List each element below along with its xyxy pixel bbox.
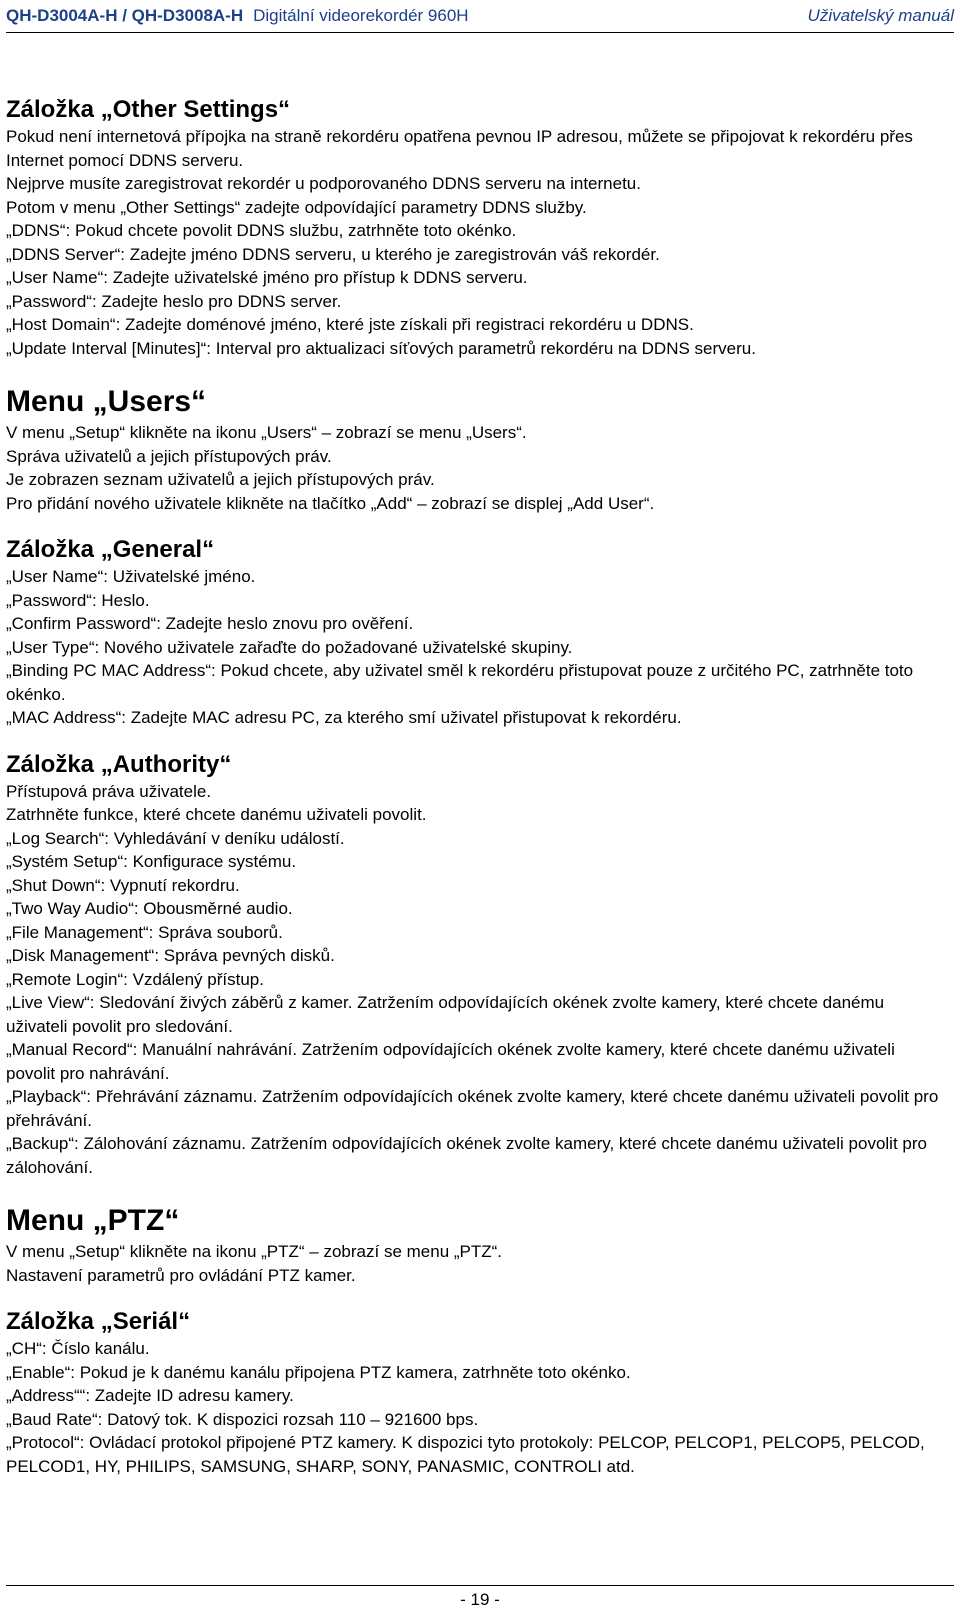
header-subtitle: Digitální videorekordér 960H <box>253 6 469 25</box>
body-text-line: „CH“: Číslo kanálu. <box>6 1339 150 1358</box>
menu-heading: Menu „Users“ <box>6 385 207 418</box>
page-header <box>6 0 954 33</box>
section-spacer <box>6 360 946 383</box>
body-text-line: Zatrhněte funkce, které chcete danému uživateli povolit. <box>6 805 427 824</box>
body-text-line: „DDNS“: Pokud chcete povolit DDNS službu, zatrhněte toto okénko. <box>6 221 517 240</box>
body-text-line: „Manual Record“: Manuální nahrávání. Zatržením odpovídajících okének zvolte kamery, které chcete danému uživateli povolit pro nahrávání. <box>6 1040 895 1083</box>
section-spacer <box>6 515 946 535</box>
page-footer <box>6 1585 954 1610</box>
body-text-line: „Log Search“: Vyhledávání v deníku událostí. <box>6 828 345 848</box>
body-text-line: „DDNS Server“: Zadejte jméno DDNS serveru, u kterého je zaregistrován váš rekordér. <box>6 244 660 264</box>
section-spacer <box>6 1179 946 1202</box>
tab-heading: Záložka „Other Settings“ <box>6 96 291 123</box>
body-text-line: „Systém Setup“: Konfigurace systému. <box>6 852 297 871</box>
body-text-line: „Binding PC MAC Address“: Pokud chcete, aby uživatel směl k rekordéru přistupovat pouze z určitého PC, zatrhněte toto okénko. <box>6 661 914 704</box>
tab-heading: Záložka „Authority“ <box>6 750 232 778</box>
tab-heading: Záložka „General“ <box>6 536 215 563</box>
body-text-line: „MAC Address“: Zadejte MAC adresu PC, za kterého smí uživatel přistupovat k rekordéru. <box>6 708 682 727</box>
section-menu <box>6 383 946 515</box>
section-tab <box>6 1307 946 1478</box>
body-text-line: „Baud Rate“: Datový tok. K dispozici rozsah 110 – 921600 bps. <box>6 1409 479 1429</box>
body-text-line: „Backup“: Zálohování záznamu. Zatržením odpovídajících okének zvolte kamery, které chcete danému uživateli povolit pro zálohování. <box>6 1134 927 1177</box>
body-text-line: „Remote Login“: Vzdálený přístup. <box>6 969 264 989</box>
section-tab <box>6 535 946 730</box>
body-text-line: „Address““: Zadejte ID adresu kamery. <box>6 1386 294 1405</box>
body-text-line: Nejprve musíte zaregistrovat rekordér u podporovaného DDNS serveru na internetu. <box>6 174 641 193</box>
section-tab <box>6 750 946 1180</box>
section-tab <box>6 95 946 360</box>
body-text-line: „Host Domain“: Zadejte doménové jméno, které jste získali při registraci rekordéru u DDNS. <box>6 315 694 334</box>
body-text-line: „Shut Down“: Vypnutí rekordru. <box>6 875 240 895</box>
header-left <box>6 6 469 26</box>
section-menu <box>6 1202 946 1287</box>
body-text-line: „Password“: Heslo. <box>6 590 150 610</box>
document-body <box>6 95 946 1478</box>
body-text-line: „User Type“: Nového uživatele zařaďte do požadované uživatelské skupiny. <box>6 637 573 657</box>
body-text-line: „Enable“: Pokud je k danému kanálu připojena PTZ kamera, zatrhněte toto okénko. <box>6 1362 631 1382</box>
body-text-line: „User Name“: Uživatelské jméno. <box>6 567 256 586</box>
body-text-line: V menu „Setup“ klikněte na ikonu „Users“ – zobrazí se menu „Users“. <box>6 423 527 442</box>
body-text-line: „File Management“: Správa souborů. <box>6 922 283 942</box>
body-text-line: Pokud není internetová přípojka na straně rekordéru opatřena pevnou IP adresou, můžete se připojovat k rekordéru přes Internet pomocí DDNS serveru. <box>6 127 913 170</box>
header-model: QH-D3004A-H / QH-D3008A-H <box>6 6 244 25</box>
body-text-line: „User Name“: Zadejte uživatelské jméno pro přístup k DDNS serveru. <box>6 268 528 287</box>
body-text-line: „Live View“: Sledování živých záběrů z kamer. Zatržením odpovídajících okének zvolte kamery, které chcete danému uživateli povolit pro sledování. <box>6 993 885 1036</box>
body-text-line: Pro přidání nového uživatele klikněte na tlačítko „Add“ – zobrazí se displej „Add User“. <box>6 493 655 513</box>
body-text-line: „Playback“: Přehrávání záznamu. Zatržením odpovídajících okének zvolte kamery, které chcete danému uživateli povolit pro přehrávání. <box>6 1087 939 1130</box>
body-text-line: Je zobrazen seznam uživatelů a jejich přístupových práv. <box>6 470 435 489</box>
section-spacer <box>6 1287 946 1307</box>
section-spacer <box>6 730 946 750</box>
tab-heading: Záložka „Seriál“ <box>6 1308 191 1335</box>
page-number: - 19 - <box>460 1590 500 1609</box>
body-text-line: „Two Way Audio“: Obousměrné audio. <box>6 899 293 918</box>
body-text-line: Nastavení parametrů pro ovládání PTZ kamer. <box>6 1265 356 1285</box>
body-text-line: „Protocol“: Ovládací protokol připojené PTZ kamery. K dispozici tyto protokoly: PELCOP, PELCOP1, PELCOP5, PELCOD, PELCOD1, HY, PHILIPS, SAMSUNG, SHARP, SONY, PANASMIC, CONTROLI atd. <box>6 1433 925 1476</box>
body-text-line: „Confirm Password“: Zadejte heslo znovu pro ověření. <box>6 614 414 633</box>
body-text-line: Přístupová práva uživatele. <box>6 781 212 801</box>
body-text-line: „Disk Management“: Správa pevných disků. <box>6 946 335 965</box>
menu-heading: Menu „PTZ“ <box>6 1204 180 1237</box>
body-text-line: Správa uživatelů a jejich přístupových práv. <box>6 446 332 466</box>
body-text-line: Potom v menu „Other Settings“ zadejte odpovídající parametry DDNS služby. <box>6 197 587 217</box>
body-text-line: „Update Interval [Minutes]“: Interval pro aktualizaci síťových parametrů rekordéru na DDNS serveru. <box>6 338 756 358</box>
body-text-line: „Password“: Zadejte heslo pro DDNS server. <box>6 291 342 311</box>
header-manual-title: Uživatelský manuál <box>807 6 954 25</box>
body-text-line: V menu „Setup“ klikněte na ikonu „PTZ“ – zobrazí se menu „PTZ“. <box>6 1242 503 1261</box>
